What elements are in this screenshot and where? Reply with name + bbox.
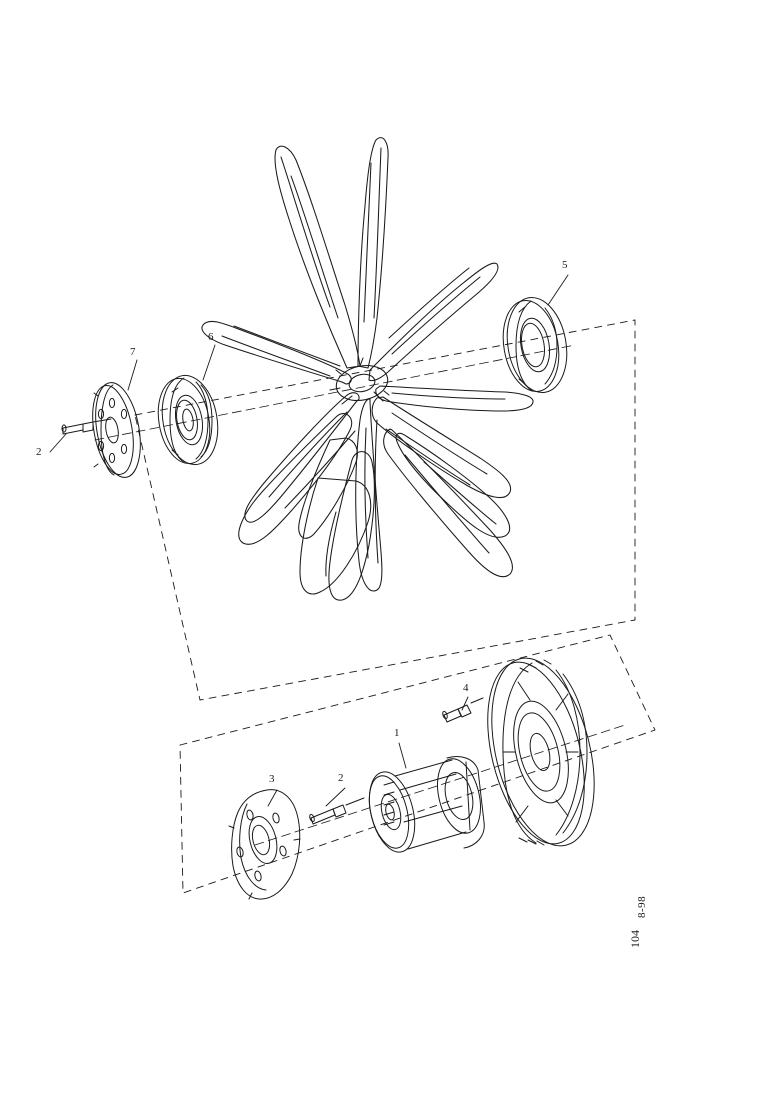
callout-1-label: 1 (394, 727, 400, 739)
part-2-bolt-upper (62, 419, 111, 434)
center-axis-lower (255, 725, 625, 845)
callout-2-lower (338, 773, 344, 784)
callout-6 (208, 332, 214, 343)
callout-2-lower-label: 2 (338, 772, 344, 784)
page-number-label: 104 (628, 930, 642, 948)
callout-7 (130, 347, 136, 358)
part-2-bolt-lower (309, 798, 364, 824)
callout-2-upper (36, 447, 42, 458)
callout-3-label: 3 (269, 773, 275, 785)
part-5-fan-spacer-ring (496, 293, 573, 398)
callout-6-label: 6 (208, 331, 214, 343)
callout-2-upper-label: 2 (36, 446, 42, 458)
page-number (628, 930, 643, 948)
leader-lines-upper (50, 275, 568, 452)
reference-plane-upper (135, 320, 635, 700)
callout-3 (269, 774, 275, 785)
page-code (636, 896, 648, 918)
callout-4 (463, 683, 469, 694)
callout-5-label: 5 (562, 259, 568, 271)
reference-plane-lower (180, 635, 655, 893)
page-code-label: 8-98 (636, 895, 648, 918)
cooling-fan-assembly (202, 138, 533, 601)
callout-5 (562, 260, 568, 271)
callout-4-label: 4 (463, 682, 469, 694)
callout-7-label: 7 (130, 346, 136, 358)
part-3-pump-cover-flange (229, 790, 300, 899)
part-6-fan-pulley (152, 371, 224, 469)
part-1-water-pump-body (362, 754, 488, 857)
center-axis-upper (95, 345, 575, 440)
callout-1 (394, 728, 400, 739)
part-7-fan-drive-flange (86, 379, 147, 481)
